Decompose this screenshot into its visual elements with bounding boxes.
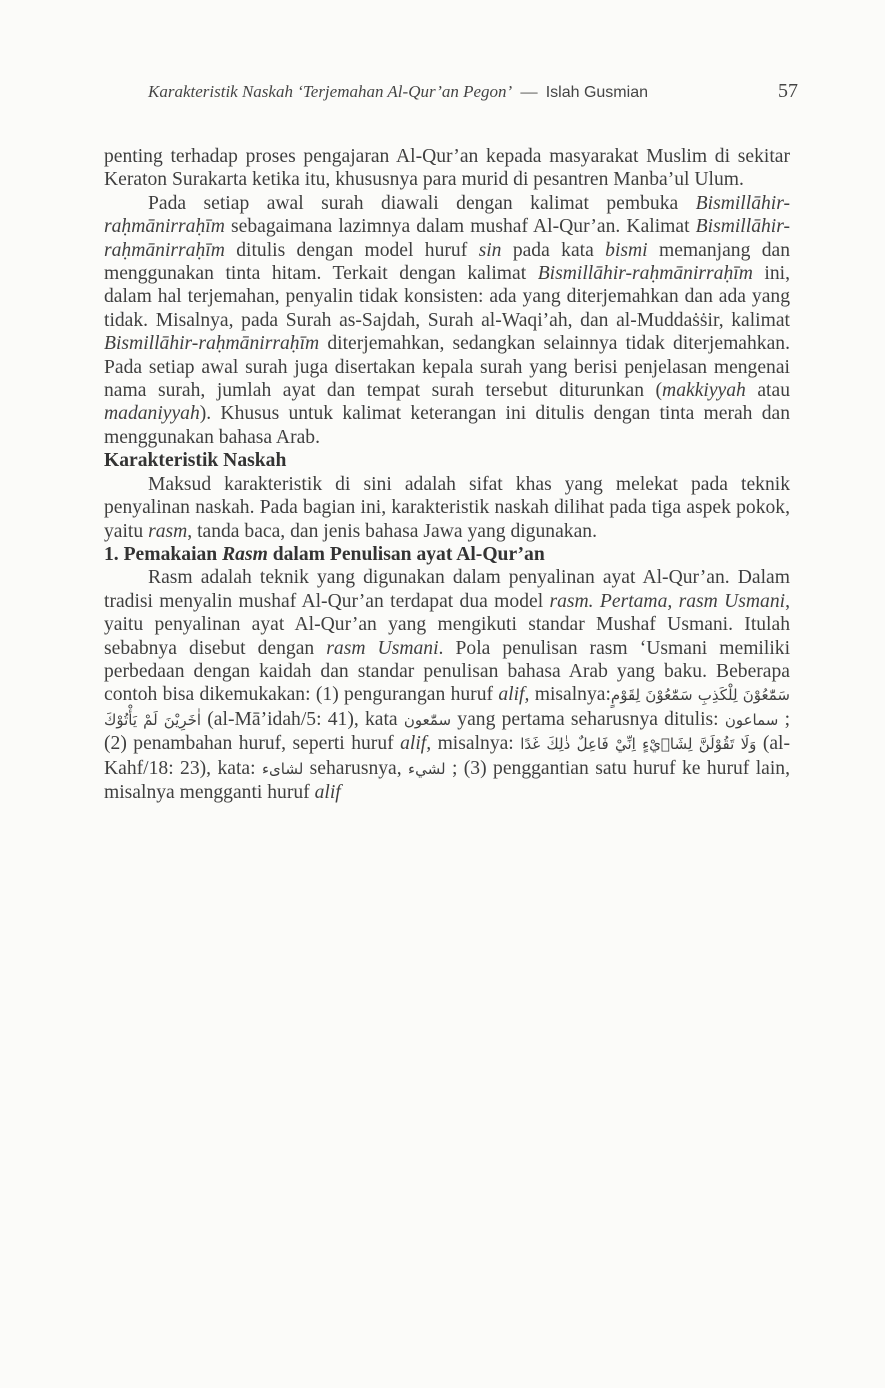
text-run: Rasm adalah teknik yang digunakan dalam penyalinan ayat Al-Qur’an. Dalam tradisi menyalin mushaf Al-Qur’an terdapat dua model: [104, 567, 790, 612]
heading-text: 1. Pemakaian: [104, 543, 223, 565]
italic-term: alif,: [498, 684, 530, 706]
text-run: Maksud karakteristik di sini adalah sifat khas yang melekat pada teknik penyalinan naskah. Pada bagian ini, karakteristik naskah dilihat pada tiga aspek pokok, yaitu: [104, 473, 790, 542]
italic-term: alif,: [400, 733, 432, 755]
text-run: Pada setiap awal surah diawali dengan kalimat pembuka: [148, 192, 696, 214]
italic-term: madaniyyah: [104, 403, 200, 425]
text-run: , yaitu penyalinan ayat Al-Qur’an yang mengikuti standar Mushaf Usmani. Itulah sebabnya disebut dengan: [104, 590, 791, 659]
italic-term: rasm. Pertama, rasm Usmani: [549, 590, 786, 612]
italic-term: sin: [478, 239, 502, 261]
header-author: Islah Gusmian: [545, 84, 648, 101]
text-run: pada kata: [501, 239, 606, 261]
italic-term: alif: [314, 781, 341, 803]
italic-term: Bismillāhir-raḥmānirraḥīm: [104, 192, 790, 238]
text-run: misalnya:: [431, 733, 521, 755]
text-run: memanjang dan menggunakan tinta hitam. Terkait dengan kalimat: [104, 239, 790, 285]
text-run: ini, dalam hal terjemahan, penyalin tidak konsisten: ada yang diterjemahkan dan ada yang tidak. Misalnya, pada Surah as-Sajdah, Surah al-Waqi’ah, dan al-Muddaṡṡir, kalimat: [104, 263, 790, 331]
arabic-word: سماعون: [724, 710, 779, 729]
arabic-quote: وَلَا تَقُوْلَنَّ لِشَا۟يْءٍ اِنِّيْ فَاعِلٌ ذٰلِكَ غَدًا: [520, 735, 757, 754]
running-title: Karakteristik Naskah ‘Terjemahan Al-Qur’an Pegon’: [148, 82, 513, 101]
text-run: ditulis dengan model huruf: [224, 239, 479, 261]
paragraph-karakteristik: [104, 473, 790, 543]
text-run: yang pertama seharusnya ditulis:: [451, 708, 725, 730]
text-run: sebagaimana lazimnya dalam mushaf Al-Qur’an. Kalimat: [224, 216, 696, 238]
heading-text: dalam Penulisan ayat Al-Qur’an: [267, 543, 545, 565]
text-run: (al-Mā’idah/5: 41), kata: [201, 708, 404, 730]
page-body: [104, 145, 790, 804]
text-run: diterjemahkan, sedangkan selainnya tidak diterjemahkan. Pada setiap awal surah juga disertakan kepala surah yang berisi penjelasan mengenai nama surah, jumlah ayat dan tempat surah tersebut diturunkan (: [104, 333, 790, 402]
subsection-heading: [104, 543, 790, 566]
text-run: ; (3) penggantian satu huruf ke huruf lain, misalnya mengganti huruf: [104, 757, 790, 803]
text-run: . Pola penulisan rasm ‘Usmani memiliki perbedaan dengan kaidah dan standar penulisan bahasa Arab yang baku. Beberapa contoh bisa dikemukakan: (1) pengurangan huruf: [104, 637, 791, 706]
italic-term: Bismillāhir-raḥmānirraḥīm: [537, 263, 753, 285]
arabic-word: سمّٰعون: [403, 710, 452, 729]
italic-term: Bismillāhir-raḥmānirraḥīm: [104, 333, 320, 355]
paragraph-rasm: [104, 566, 790, 804]
text-run: misalnya:: [529, 684, 611, 706]
arabic-quote: سَمّٰعُوْنَ لِلْكَذِبِ سَمّٰعُوْنَ لِقَوْمٍ اٰخَرِيْنَ لَمْ يَأْتُوْكَ: [104, 686, 790, 729]
paragraph-bismillah: [104, 192, 790, 449]
running-header: [148, 82, 798, 102]
italic-term: Bismillāhir-raḥmānirraḥīm: [104, 216, 790, 261]
heading-italic: Rasm: [222, 543, 268, 565]
italic-term: rasm: [148, 520, 188, 542]
italic-term: makkiyyah: [662, 380, 746, 402]
text-run: ). Khusus untuk kalimat keterangan ini ditulis dengan tinta merah dan menggunakan bahasa Arab.: [104, 403, 790, 448]
italic-term: rasm Usmani: [326, 637, 439, 659]
arabic-word: لشاىء: [261, 759, 304, 778]
section-heading: Karakteristik Naskah: [104, 450, 287, 472]
italic-term: bismi: [605, 239, 648, 261]
header-separator: —: [520, 82, 538, 101]
page-number: 57: [778, 80, 798, 102]
text-run: ; (2) penambahan huruf, seperti huruf: [104, 708, 791, 755]
paragraph-continuation: penting terhadap proses pengajaran Al-Qur’an kepada masyarakat Muslim di sekitar Keraton Surakarta ketika itu, khususnya para murid di pesantren Manba’ul Ulum.: [104, 146, 790, 191]
text-run: atau: [745, 380, 790, 402]
arabic-word: لشيء: [408, 759, 446, 778]
text-run: , tanda baca, dan jenis bahasa Jawa yang digunakan.: [187, 520, 597, 542]
text-run: (al-Kahf/18: 23), kata:: [104, 733, 791, 779]
text-run: seharusnya,: [303, 757, 409, 779]
